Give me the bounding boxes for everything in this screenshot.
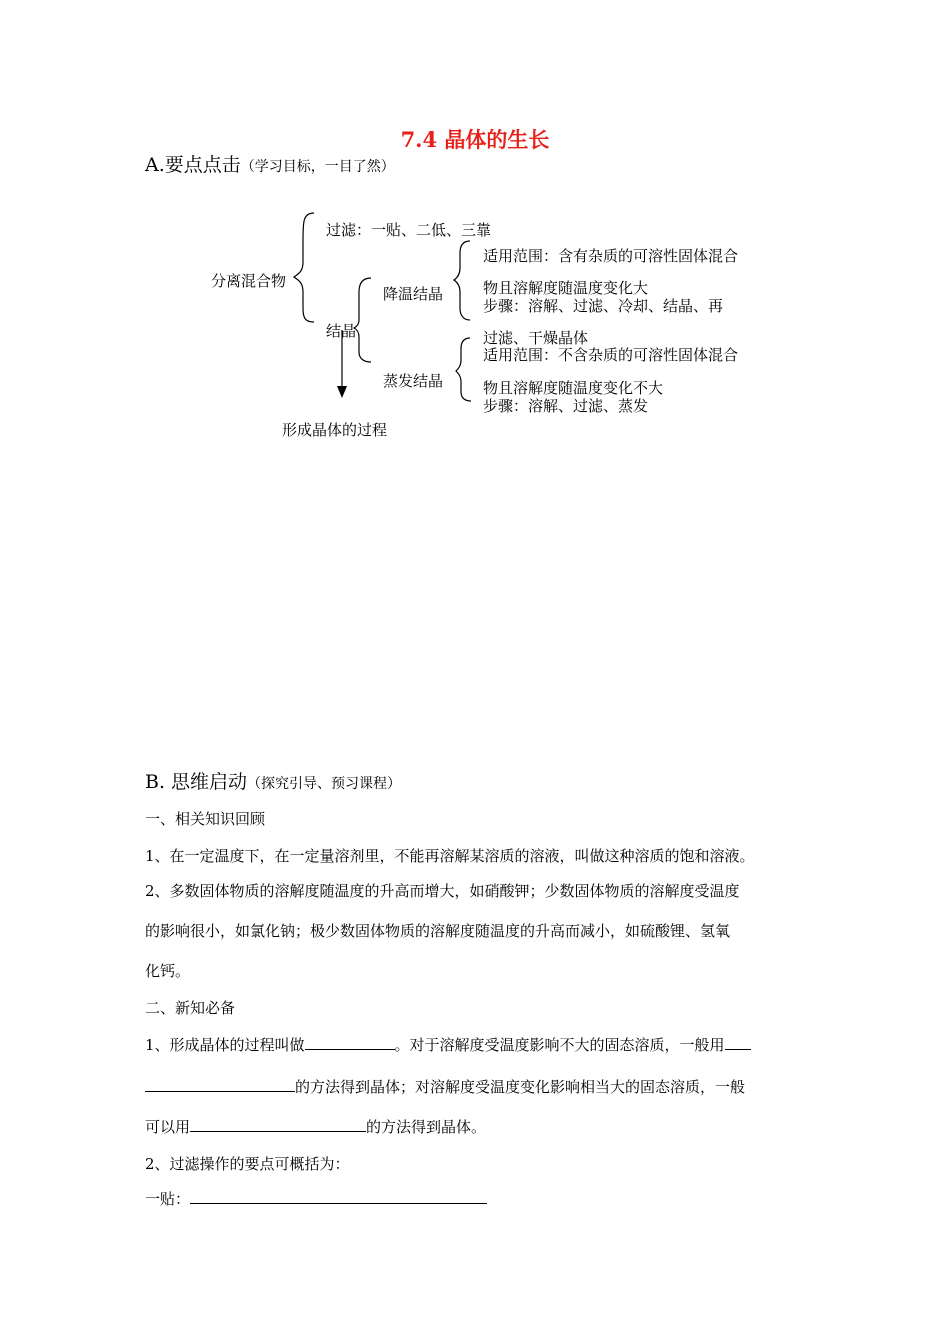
question-2-item-1 — [145, 1188, 487, 1209]
review-item-2-line-1: 2、多数固体物质的溶解度随温度的升高而增大，如硝酸钾；少数固体物质的溶解度受温度 — [145, 882, 740, 900]
question-1-text-a: 1、形成晶体的过程叫做 — [145, 1036, 305, 1054]
evaporation-line-1: 适用范围：不含杂质的可溶性固体混合 — [483, 346, 739, 364]
question-1-text-d: 可以用 — [145, 1118, 191, 1136]
question-1-text-c: 的方法得到晶体；对溶解度受温度变化影响相当大的固态溶质，一般 — [295, 1078, 746, 1096]
evaporation-line-3: 步骤：溶解、过滤、蒸发 — [483, 397, 649, 415]
page-title: 7.4 晶体的生长 — [400, 127, 550, 152]
question-1-line-2 — [145, 1076, 745, 1097]
cooling-line-1: 适用范围：含有杂质的可溶性固体混合 — [483, 247, 739, 265]
question-1-line-3 — [145, 1116, 486, 1137]
answer-blank-3[interactable] — [190, 1116, 366, 1132]
review-item-2-line-2: 的影响很小，如氯化钠；极少数固体物质的溶解度随温度的升高而减小，如硫酸锂、氢氧 — [145, 922, 731, 940]
diagram-evaporation: 蒸发结晶 — [383, 372, 444, 390]
diagram-crystallization: 结晶 — [326, 322, 357, 340]
crystallization-brace — [354, 278, 371, 362]
question-1-line-1 — [145, 1034, 751, 1055]
arrow-head — [337, 386, 347, 398]
cooling-line-3: 步骤：溶解、过滤、冷却、结晶、再 — [483, 297, 724, 315]
answer-blank-2a[interactable] — [725, 1034, 751, 1050]
question-2-item-1-label: 一贴： — [145, 1190, 191, 1208]
cooling-brace — [454, 241, 470, 320]
section-b-label: B. 思维启动 — [145, 771, 248, 793]
evaporation-brace — [456, 338, 471, 401]
section-a-label: A.要点点击 — [145, 154, 241, 176]
review-item-2-line-3: 化钙。 — [145, 962, 191, 980]
section-b-note: （探究引导、预习课程） — [247, 776, 402, 792]
review-heading: 一、相关知识回顾 — [145, 810, 266, 828]
cooling-line-4: 过滤、干燥晶体 — [483, 329, 589, 347]
answer-blank-4[interactable] — [190, 1188, 487, 1204]
question-1-text-e: 的方法得到晶体。 — [366, 1118, 487, 1136]
section-b-heading — [145, 767, 401, 794]
new-knowledge-heading: 二、新知必备 — [145, 999, 236, 1017]
cooling-line-2: 物且溶解度随温度变化大 — [483, 279, 649, 297]
diagram-arrow-label: 形成晶体的过程 — [282, 421, 388, 439]
review-item-1: 1、在一定温度下，在一定量溶剂里，不能再溶解某溶质的溶液，叫做这种溶质的饱和溶液。 — [145, 847, 755, 865]
question-2: 2、过滤操作的要点可概括为： — [145, 1155, 350, 1173]
diagram-cooling: 降温结晶 — [383, 285, 444, 303]
section-a-note: （学习目标，一目了然） — [240, 159, 395, 175]
answer-blank-2b[interactable] — [145, 1076, 295, 1092]
answer-blank-1[interactable] — [305, 1034, 395, 1050]
root-brace — [294, 213, 314, 322]
question-1-text-b: 。对于溶解度受温度影响不大的固态溶质，一般用 — [394, 1036, 725, 1054]
diagram-filtration: 过滤：一贴、二低、三靠 — [326, 221, 492, 239]
evaporation-line-2: 物且溶解度随温度变化不大 — [483, 379, 664, 397]
diagram-root: 分离混合物 — [211, 272, 287, 290]
